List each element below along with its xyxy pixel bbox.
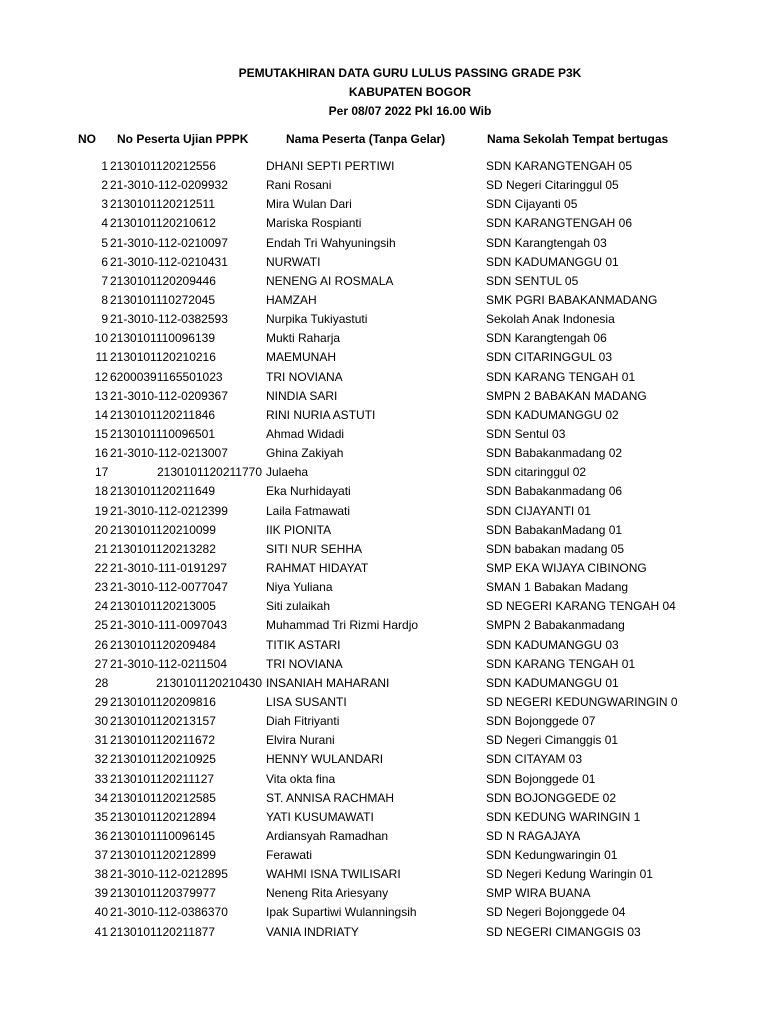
table-row bbox=[0, 559, 768, 578]
table-row bbox=[0, 750, 768, 769]
participant-name: Endah Tri Wahyuningsih bbox=[266, 235, 396, 250]
participant-id: 2130101120213282 bbox=[110, 541, 216, 556]
table-row bbox=[0, 636, 768, 655]
participant-name: SITI NUR SEHHA bbox=[266, 541, 363, 556]
school-name: SDN babakan madang 05 bbox=[486, 541, 625, 556]
row-number: 34 bbox=[94, 790, 108, 805]
row-number: 20 bbox=[94, 522, 108, 537]
participant-id: 21-3010-112-0212399 bbox=[110, 503, 228, 518]
participant-name: Ahmad Widadi bbox=[266, 426, 345, 441]
school-name: SDN KEDUNG WARINGIN 1 bbox=[486, 809, 641, 824]
table-row bbox=[0, 310, 768, 329]
participant-name: Mukti Raharja bbox=[266, 331, 341, 346]
participant-name: HENNY WULANDARI bbox=[266, 752, 384, 767]
participant-id: 2130101110096501 bbox=[110, 426, 215, 441]
participant-name: TITIK ASTARI bbox=[266, 637, 341, 652]
row-number: 28 bbox=[95, 675, 109, 690]
table-row bbox=[0, 731, 768, 750]
row-number: 39 bbox=[94, 886, 108, 901]
table-row bbox=[0, 770, 768, 789]
school-name: SDN KARANGTENGAH 05 bbox=[486, 159, 633, 173]
participant-name: Nurpika Tukiyastuti bbox=[266, 312, 368, 327]
participant-name: Ipak Supartiwi Wulanningsih bbox=[266, 905, 417, 920]
participant-id: 62000391165501023 bbox=[110, 369, 223, 384]
table-row bbox=[0, 540, 768, 559]
table-row bbox=[0, 234, 768, 253]
school-name: SDN KADUMANGGU 01 bbox=[486, 254, 619, 269]
participant-id: 2130101120210925 bbox=[110, 752, 216, 767]
participant-id: 2130101110096145 bbox=[110, 828, 215, 843]
participant-id: 2130101120211127 bbox=[110, 771, 215, 786]
school-name: SDN citaringgul 02 bbox=[486, 465, 587, 480]
table-row bbox=[0, 425, 768, 444]
row-number: 13 bbox=[94, 388, 108, 403]
table-row bbox=[0, 789, 768, 808]
table-row bbox=[0, 214, 768, 233]
participant-name: YATI KUSUMAWATI bbox=[266, 809, 374, 824]
row-number: 2 bbox=[101, 178, 108, 193]
participant-name: Julaeha bbox=[266, 465, 309, 480]
column-header-no-peserta: No Peserta Ujian PPPK bbox=[117, 132, 249, 146]
participant-name: INSANIAH MAHARANI bbox=[266, 675, 390, 690]
table-row bbox=[0, 827, 768, 846]
row-number: 4 bbox=[101, 216, 108, 231]
school-name: SDN Cijayanti 05 bbox=[486, 197, 578, 212]
participant-id: 21-3010-112-0382593 bbox=[110, 312, 228, 327]
table-row bbox=[0, 616, 768, 635]
school-name: SDN Bojonggede 01 bbox=[486, 771, 596, 786]
participant-id: 2130101120212511 bbox=[110, 197, 215, 212]
participant-id: 2130101120210099 bbox=[110, 522, 216, 537]
document-subtitle-region: KABUPATEN BOGOR bbox=[348, 85, 472, 99]
row-number: 24 bbox=[94, 599, 108, 614]
row-number: 22 bbox=[94, 560, 108, 575]
school-name: SD Negeri Kedung Waringin 01 bbox=[486, 867, 653, 882]
participant-name: Ferawati bbox=[266, 848, 313, 863]
school-name: SDN KADUMANGGU 02 bbox=[486, 407, 619, 422]
school-name: SDN Babakanmadang 06 bbox=[486, 484, 623, 499]
participant-name: Ghina Zakiyah bbox=[266, 446, 344, 461]
row-number: 19 bbox=[94, 503, 108, 518]
table-row bbox=[0, 482, 768, 501]
table-row bbox=[0, 253, 768, 272]
table-row bbox=[0, 329, 768, 348]
table-row bbox=[0, 406, 768, 425]
participant-name: DHANI SEPTI PERTIWI bbox=[266, 159, 395, 173]
participant-name: TRI NOVIANA bbox=[266, 656, 343, 671]
school-name: SDN Sentul 03 bbox=[486, 426, 566, 441]
row-number: 17 bbox=[95, 465, 109, 480]
row-number: 9 bbox=[101, 312, 108, 327]
participant-name: Neneng Rita Ariesyany bbox=[266, 886, 389, 901]
school-name: SD N RAGAJAYA bbox=[486, 828, 581, 843]
participant-id: 2130101120213157 bbox=[110, 714, 216, 729]
row-number: 3 bbox=[101, 197, 108, 212]
participant-id: 2130101120212556 bbox=[110, 159, 216, 173]
table-row bbox=[0, 444, 768, 463]
school-name: SDN CITAYAM 03 bbox=[486, 752, 583, 767]
participant-name: LISA SUSANTI bbox=[266, 694, 347, 709]
row-number: 1 bbox=[101, 159, 108, 173]
table-row bbox=[0, 712, 768, 731]
table-row bbox=[0, 272, 768, 291]
table-row bbox=[0, 578, 768, 597]
row-number: 35 bbox=[94, 809, 108, 824]
participant-id: 2130101120210216 bbox=[110, 350, 216, 365]
participant-name: Eka Nurhidayati bbox=[266, 484, 351, 499]
row-number: 10 bbox=[94, 331, 108, 346]
table-row bbox=[0, 463, 768, 482]
table-row bbox=[0, 884, 768, 903]
row-number: 21 bbox=[94, 541, 108, 556]
participant-name: RINI NURIA ASTUTI bbox=[266, 407, 376, 422]
school-name: SD Negeri Bojonggede 04 bbox=[486, 905, 626, 920]
school-name: Sekolah Anak Indonesia bbox=[486, 312, 615, 327]
participant-id: 2130101120209816 bbox=[110, 694, 216, 709]
row-number: 18 bbox=[94, 484, 108, 499]
school-name: SDN Kedungwaringin 01 bbox=[486, 848, 618, 863]
row-number: 23 bbox=[94, 580, 108, 595]
school-name: SMP EKA WIJAYA CIBINONG bbox=[486, 560, 647, 575]
school-name: SDN CITARINGGUL 03 bbox=[486, 350, 613, 365]
table-row bbox=[0, 368, 768, 387]
participant-name: VANIA INDRIATY bbox=[266, 924, 359, 939]
participant-id: 2130101120379977 bbox=[110, 886, 216, 901]
participant-name: TRI NOVIANA bbox=[266, 369, 343, 384]
school-name: SMPN 2 BABAKAN MADANG bbox=[486, 388, 647, 403]
participant-name: Diah Fitriyanti bbox=[266, 714, 340, 729]
column-header-no: NO bbox=[78, 132, 96, 146]
participant-id: 2130101120212585 bbox=[110, 790, 216, 805]
school-name: SD Negeri Cimanggis 01 bbox=[486, 733, 619, 748]
school-name: SDN SENTUL 05 bbox=[486, 273, 579, 288]
school-name: SDN Bojonggede 07 bbox=[486, 714, 596, 729]
row-number: 37 bbox=[94, 848, 108, 863]
participant-table bbox=[0, 157, 768, 942]
table-row bbox=[0, 502, 768, 521]
participant-id: 2130101110272045 bbox=[110, 292, 215, 307]
table-row bbox=[0, 923, 768, 942]
participant-id: 2130101120211770 bbox=[157, 465, 262, 480]
school-name: SMK PGRI BABAKANMADANG bbox=[486, 292, 658, 307]
column-header-nama: Nama Peserta (Tanpa Gelar) bbox=[286, 132, 446, 146]
table-row bbox=[0, 521, 768, 540]
participant-id: 21-3010-111-0191297 bbox=[110, 560, 227, 575]
row-number: 25 bbox=[94, 618, 108, 633]
table-row bbox=[0, 157, 768, 176]
school-name: SDN Karangtengah 06 bbox=[486, 331, 607, 346]
participant-id: 21-3010-111-0097043 bbox=[110, 618, 227, 633]
participant-id: 21-3010-112-0211504 bbox=[110, 656, 227, 671]
school-name: SDN BOJONGGEDE 02 bbox=[486, 790, 617, 805]
school-name: SDN KARANG TENGAH 01 bbox=[486, 369, 636, 384]
participant-id: 2130101120209446 bbox=[110, 273, 216, 288]
participant-id: 2130101120210612 bbox=[110, 216, 216, 231]
participant-id: 2130101110096139 bbox=[110, 331, 215, 346]
school-name: SD NEGERI KEDUNGWARINGIN 0 bbox=[486, 694, 678, 709]
row-number: 29 bbox=[94, 694, 108, 709]
participant-name: NURWATI bbox=[266, 254, 321, 269]
school-name: SDN BabakanMadang 01 bbox=[486, 522, 623, 537]
participant-name: Laila Fatmawati bbox=[266, 503, 351, 518]
participant-id: 21-3010-112-0210097 bbox=[110, 235, 228, 250]
row-number: 7 bbox=[101, 273, 108, 288]
school-name: SDN Babakanmadang 02 bbox=[486, 446, 623, 461]
participant-name: NINDIA SARI bbox=[266, 388, 338, 403]
table-row bbox=[0, 693, 768, 712]
participant-id: 21-3010-112-0212895 bbox=[110, 867, 228, 882]
table-row bbox=[0, 195, 768, 214]
document-title: PEMUTAKHIRAN DATA GURU LULUS PASSING GRADE P3K bbox=[238, 66, 582, 80]
table-row bbox=[0, 846, 768, 865]
participant-id: 21-3010-112-0386370 bbox=[110, 905, 228, 920]
participant-id: 21-3010-112-0213007 bbox=[110, 446, 228, 461]
participant-id: 21-3010-112-0077047 bbox=[110, 580, 228, 595]
participant-id: 2130101120211672 bbox=[110, 733, 215, 748]
row-number: 38 bbox=[94, 867, 108, 882]
table-row bbox=[0, 176, 768, 195]
row-number: 14 bbox=[94, 407, 108, 422]
participant-id: 2130101120211877 bbox=[110, 924, 215, 939]
row-number: 15 bbox=[94, 426, 108, 441]
school-name: SMP WIRA BUANA bbox=[486, 886, 591, 901]
participant-name: Ardiansyah Ramadhan bbox=[266, 828, 389, 843]
school-name: SMAN 1 Babakan Madang bbox=[486, 580, 629, 595]
participant-id: 2130101120211649 bbox=[110, 484, 215, 499]
participant-name: MAEMUNAH bbox=[266, 350, 337, 365]
row-number: 11 bbox=[95, 350, 108, 365]
row-number: 27 bbox=[94, 656, 108, 671]
participant-name: ST. ANNISA RACHMAH bbox=[266, 790, 395, 805]
participant-id: 21-3010-112-0210431 bbox=[110, 254, 228, 269]
row-number: 30 bbox=[94, 714, 108, 729]
participant-name: HAMZAH bbox=[266, 292, 317, 307]
participant-name: Muhammad Tri Rizmi Hardjo bbox=[266, 618, 419, 633]
row-number: 6 bbox=[101, 254, 108, 269]
document-date: Per 08/07 2022 Pkl 16.00 Wib bbox=[328, 104, 492, 118]
school-name: SDN KARANGTENGAH 06 bbox=[486, 216, 633, 231]
participant-id: 21-3010-112-0209932 bbox=[110, 178, 228, 193]
row-number: 5 bbox=[101, 235, 108, 250]
table-row bbox=[0, 597, 768, 616]
row-number: 8 bbox=[101, 292, 108, 307]
row-number: 31 bbox=[94, 733, 108, 748]
row-number: 36 bbox=[94, 828, 108, 843]
participant-name: IIK PIONITA bbox=[266, 522, 332, 537]
participant-id: 21-3010-112-0209367 bbox=[110, 388, 228, 403]
school-name: SDN KADUMANGGU 03 bbox=[486, 637, 619, 652]
table-row bbox=[0, 348, 768, 367]
table-row bbox=[0, 655, 768, 674]
school-name: SMPN 2 Babakanmadang bbox=[486, 618, 625, 633]
row-number: 32 bbox=[94, 752, 108, 767]
participant-name: Vita okta fina bbox=[266, 771, 336, 786]
participant-id: 2130101120211846 bbox=[110, 407, 215, 422]
school-name: SD Negeri Citaringgul 05 bbox=[486, 178, 619, 193]
participant-id: 2130101120209484 bbox=[110, 637, 216, 652]
participant-name: Siti zulaikah bbox=[266, 599, 331, 614]
table-row bbox=[0, 903, 768, 922]
participant-name: WAHMI ISNA TWILISARI bbox=[266, 867, 401, 882]
participant-id: 2130101120212894 bbox=[110, 809, 216, 824]
participant-name: Elvira Nurani bbox=[266, 733, 335, 748]
row-number: 26 bbox=[94, 637, 108, 652]
school-name: SDN KADUMANGGU 01 bbox=[486, 675, 619, 690]
participant-name: Rani Rosani bbox=[266, 178, 332, 193]
row-number: 41 bbox=[94, 924, 108, 939]
participant-name: Niya Yuliana bbox=[266, 580, 333, 595]
table-row bbox=[0, 808, 768, 827]
row-number: 16 bbox=[94, 446, 108, 461]
school-name: SD NEGERI CIMANGGIS 03 bbox=[486, 924, 641, 939]
column-header-sekolah: Nama Sekolah Tempat bertugas bbox=[487, 132, 669, 146]
table-row bbox=[0, 674, 768, 693]
school-name: SDN CIJAYANTI 01 bbox=[486, 503, 591, 518]
table-row bbox=[0, 865, 768, 884]
participant-id: 2130101120210430 bbox=[156, 675, 262, 690]
row-number: 12 bbox=[94, 369, 108, 384]
school-name: SDN Karangtengah 03 bbox=[486, 235, 607, 250]
row-number: 33 bbox=[94, 771, 108, 786]
participant-name: Mariska Rospianti bbox=[266, 216, 362, 231]
school-name: SD NEGERI KARANG TENGAH 04 bbox=[486, 599, 676, 614]
participant-id: 2130101120213005 bbox=[110, 599, 216, 614]
participant-name: NENENG AI ROSMALA bbox=[266, 273, 394, 288]
table-row bbox=[0, 387, 768, 406]
row-number: 40 bbox=[94, 905, 108, 920]
participant-id: 2130101120212899 bbox=[110, 848, 216, 863]
participant-name: RAHMAT HIDAYAT bbox=[266, 560, 369, 575]
school-name: SDN KARANG TENGAH 01 bbox=[486, 656, 636, 671]
participant-name: Mira Wulan Dari bbox=[266, 197, 352, 212]
table-row bbox=[0, 291, 768, 310]
